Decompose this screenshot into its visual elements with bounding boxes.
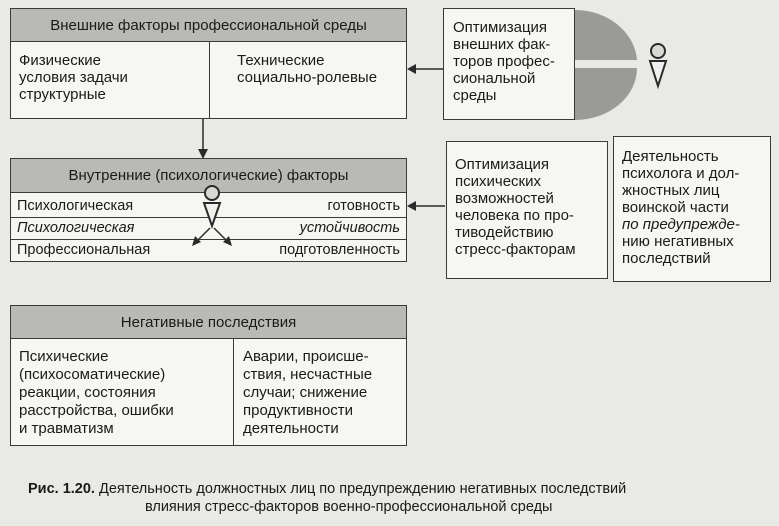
internal-row-1-right: готовность — [327, 198, 400, 214]
figure-caption — [28, 480, 773, 498]
opt-external-text: Оптимизация внешних фак- торов профес- сиональной среды — [453, 19, 555, 104]
caption-label: Рис. 1.20. — [28, 481, 95, 497]
figure-caption-line-2: влияния стресс-факторов военно-профессиональной среды — [145, 499, 553, 515]
external-factors-title: Внешние факторы профессиональной среды — [11, 9, 406, 42]
internal-row-3-right: подготовленность — [279, 242, 400, 258]
negative-consequences-title: Негативные последствия — [11, 306, 406, 339]
activity-text-3: нию негативных последствий — [622, 233, 734, 267]
internal-row-2-right: устойчивость — [299, 220, 400, 236]
internal-factors-title: Внутренние (психологические) факторы — [11, 159, 406, 193]
internal-row-2-left: Психологическая — [17, 220, 135, 236]
external-divider — [209, 42, 210, 118]
negative-consequences-box — [10, 305, 407, 446]
arrow-opt-to-internal — [407, 199, 447, 213]
internal-row-3-left: Профессиональная — [17, 242, 151, 258]
arrow-external-to-internal — [196, 119, 210, 159]
opt-psych-box — [446, 141, 608, 279]
person-icon-middle — [190, 184, 250, 250]
caption-line-1: Деятельность должностных лиц по предупреждению негативных последствий — [99, 481, 627, 497]
internal-row-1-left: Психологическая — [17, 198, 134, 214]
activity-text-1: Деятельность психолога и дол- жностных лиц воинской части — [622, 148, 740, 216]
half-circle-icon — [575, 8, 639, 120]
external-right-text: Технические социально-ролевые — [237, 52, 378, 86]
arrow-opt-to-external — [407, 62, 445, 76]
opt-psych-text: Оптимизация психических возможностей человека по про- тиводействию стресс-факторам — [455, 156, 576, 258]
negative-right-text: Аварии, происше- ствия, несчастные случаи; снижение продуктивности деятельности — [243, 348, 373, 437]
external-factors-box — [10, 8, 407, 119]
negative-divider — [233, 339, 234, 445]
activity-box — [613, 136, 771, 282]
external-left-text: Физические условия задачи структурные — [19, 52, 128, 103]
activity-text-2: по предупрежде- — [622, 216, 740, 233]
person-icon-top — [647, 42, 669, 88]
opt-external-box — [443, 8, 575, 120]
negative-left-text: Психические (психосоматические) реакции, состояния расстройства, ошибки и травматизм — [19, 348, 174, 437]
